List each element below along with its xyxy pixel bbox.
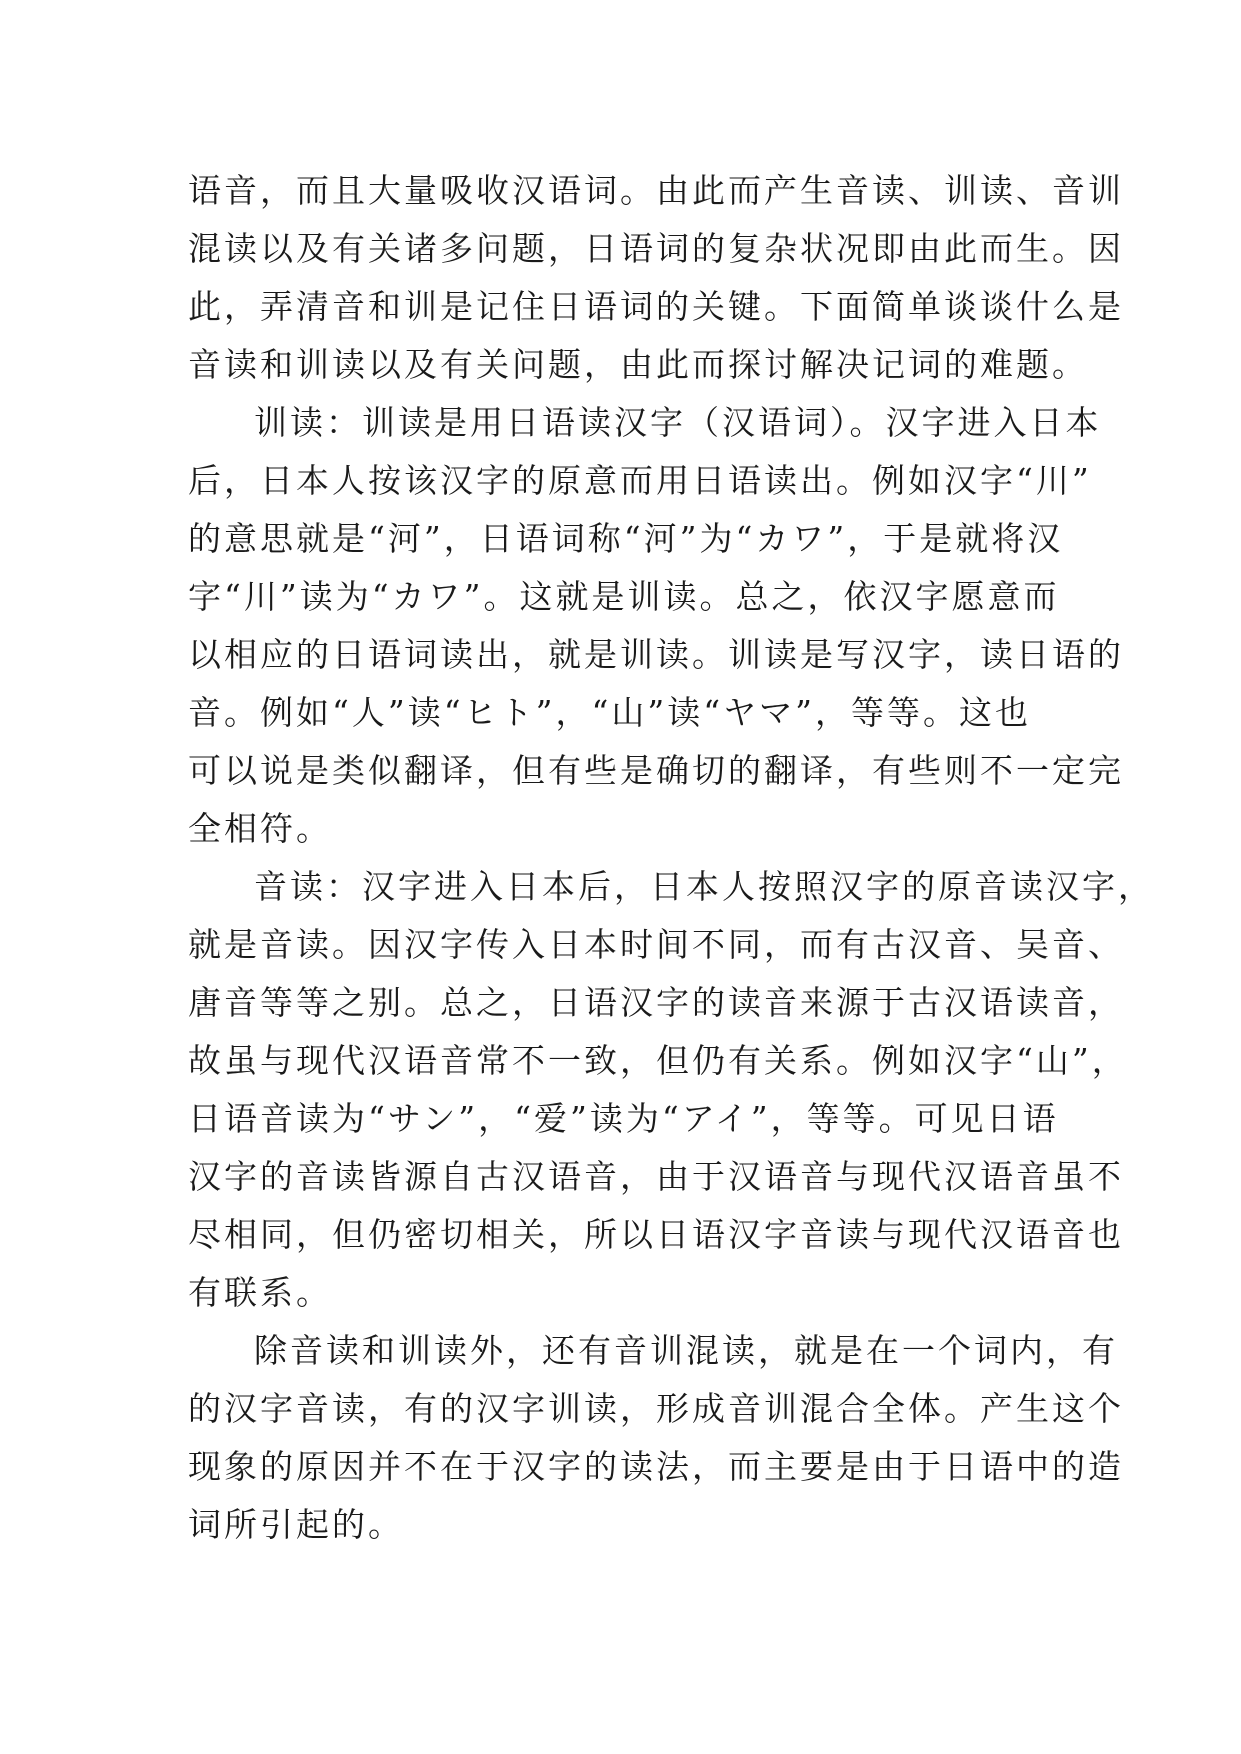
text-line: 语音，而且大量吸收汉语词。由此而产生音读、训读、音训	[188, 171, 1124, 210]
text-line: 音读和训读以及有关问题，由此而探讨解决记词的难题。	[188, 345, 1088, 384]
text-line: 以相应的日语词读出，就是训读。训读是写汉字，读日语的	[188, 635, 1124, 674]
text-line: 的意思就是“河”，日语词称“河”为“カワ”，于是就将汉	[188, 519, 1064, 558]
text-line: 日语音读为“サン”，“爱”读为“アイ”，等等。可见日语	[188, 1099, 1059, 1138]
text-line: 全相符。	[188, 809, 332, 848]
text-line: 可以说是类似翻译，但有些是确切的翻译，有些则不一定完	[188, 751, 1124, 790]
paragraph-4	[188, 1322, 1124, 1554]
text-line: 音。例如“人”读“ヒト”，“山”读“ヤマ”，等等。这也	[188, 693, 1031, 732]
paragraph-1	[188, 162, 1124, 394]
text-line: 故虽与现代汉语音常不一致，但仍有关系。例如汉字“山”，	[188, 1041, 1128, 1080]
paragraph-2	[188, 394, 1124, 858]
text-line: 尽相同，但仍密切相关，所以日语汉字音读与现代汉语音也	[188, 1215, 1124, 1254]
text-line: 汉字的音读皆源自古汉语音，由于汉语音与现代汉语音虽不	[188, 1157, 1124, 1196]
text-line: 就是音读。因汉字传入日本时间不同，而有古汉音、吴音、	[188, 925, 1124, 964]
text-line: 字“川”读为“カワ”。这就是训读。总之，依汉字愿意而	[188, 577, 1060, 616]
text-line: 词所引起的。	[188, 1505, 404, 1544]
text-line: 的汉字音读，有的汉字训读，形成音训混合全体。产生这个	[188, 1389, 1124, 1428]
text-line: 有联系。	[188, 1273, 332, 1312]
text-line: 此，弄清音和训是记住日语词的关键。下面简单谈谈什么是	[188, 287, 1124, 326]
paragraph-3	[188, 858, 1154, 1322]
text-line: 音读：汉字进入日本后，日本人按照汉字的原音读汉字，	[254, 867, 1154, 906]
text-line: 除音读和训读外，还有音训混读，就是在一个词内，有	[254, 1331, 1118, 1370]
document-body	[188, 162, 1154, 1554]
text-line: 现象的原因并不在于汉字的读法，而主要是由于日语中的造	[188, 1447, 1124, 1486]
text-line: 后，日本人按该汉字的原意而用日语读出。例如汉字“川”	[188, 461, 1092, 500]
text-line: 混读以及有关诸多问题，日语词的复杂状况即由此而生。因	[188, 229, 1124, 268]
text-line: 训读：训读是用日语读汉字（汉语词）。汉字进入日本	[254, 403, 1102, 442]
text-line: 唐音等等之别。总之，日语汉字的读音来源于古汉语读音，	[188, 983, 1124, 1022]
